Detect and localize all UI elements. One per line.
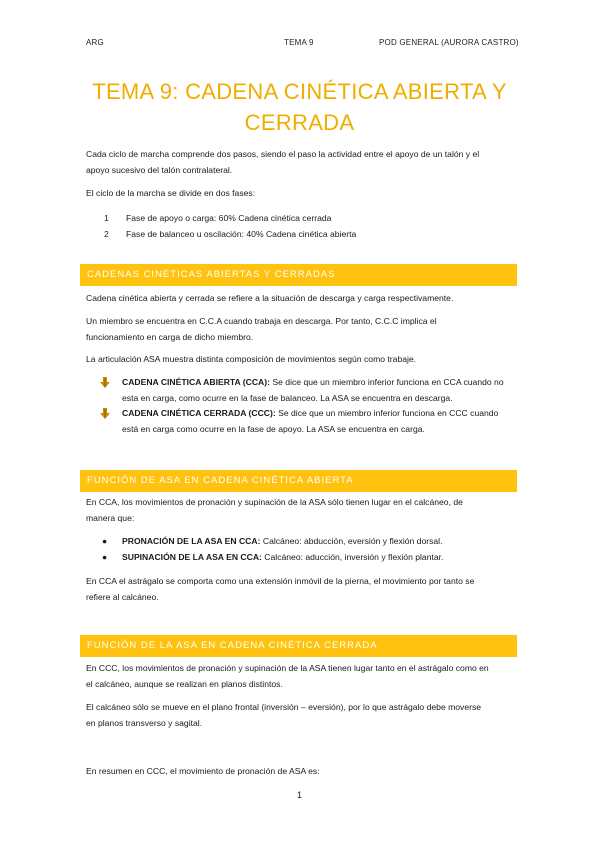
definition-term: SUPINACIÓN DE LA ASA EN CCA: bbox=[122, 552, 262, 562]
arrow-bullet-icon bbox=[100, 377, 110, 389]
paragraph-line: en planos transverso y sagital. bbox=[86, 717, 203, 728]
title-line-2: CERRADA bbox=[244, 110, 355, 135]
section-heading-bar bbox=[80, 470, 517, 492]
definition-text: Calcáneo: aducción, inversión y flexión plantar. bbox=[261, 552, 444, 562]
title-line-1: TEMA 9: CADENA CINÉTICA ABIERTA Y bbox=[92, 79, 507, 104]
section-paragraph bbox=[86, 574, 516, 605]
page-title bbox=[0, 76, 599, 138]
section-heading: FUNCIÓN DE LA ASA EN CADENA CINÉTICA CERRADA bbox=[87, 640, 378, 651]
header-center: TEMA 9 bbox=[284, 38, 314, 47]
bullet-dot-icon: ● bbox=[102, 552, 108, 562]
intro-line-1: Cada ciclo de marcha comprende dos pasos, siendo el paso la actividad entre el apoyo de un talón y el bbox=[86, 149, 480, 159]
paragraph-line: manera que: bbox=[86, 512, 135, 523]
list-text: Fase de apoyo o carga: 60% Cadena cinética cerrada bbox=[126, 213, 332, 223]
definition-item bbox=[122, 375, 517, 406]
header-right: POD GENERAL (AURORA CASTRO) bbox=[379, 38, 519, 47]
header-left: ARG bbox=[86, 38, 104, 47]
list-number: 2 bbox=[104, 229, 109, 239]
definition-text: Calcáneo: abducción, eversión y flexión dorsal. bbox=[260, 536, 443, 546]
paragraph-line: El calcáneo sólo se mueve en el plano frontal (inversión – eversión), por lo que astrágalo debe moverse bbox=[86, 702, 482, 712]
definition-text: Se dice que un miembro inferior funciona en CCA cuando no bbox=[270, 377, 504, 387]
definition-term: CADENA CINÉTICA CERRADA (CCC): bbox=[122, 408, 276, 418]
section-paragraph: La articulación ASA muestra distinta composición de movimientos según como trabaje. bbox=[86, 354, 417, 364]
list-item bbox=[122, 550, 517, 566]
definition-term: PRONACIÓN DE LA ASA EN CCA: bbox=[122, 536, 261, 546]
section-paragraph bbox=[86, 495, 516, 526]
section-heading: CADENAS CINÉTICAS ABIERTAS Y CERRADAS bbox=[87, 269, 336, 280]
section-paragraph bbox=[86, 661, 516, 692]
section-heading-bar bbox=[80, 264, 517, 286]
paragraph-line: el calcáneo, aunque se realizan en planos distintos. bbox=[86, 678, 283, 689]
paragraph-line: En CCC, los movimientos de pronación y supinación de la ASA tienen lugar tanto en el astrágalo como en bbox=[86, 663, 489, 673]
list-text: Fase de balanceo u oscilación: 40% Cadena cinética abierta bbox=[126, 229, 357, 239]
definition-item bbox=[122, 406, 517, 437]
section-paragraph bbox=[86, 314, 516, 345]
page-number: 1 bbox=[296, 790, 302, 800]
paragraph-line: Un miembro se encuentra en C.C.A cuando trabaja en descarga. Por tanto, C.C.C implica el bbox=[86, 316, 437, 326]
section-heading: FUNCIÓN DE ASA EN CADENA CINÉTICA ABIERTA bbox=[87, 475, 354, 486]
list-item bbox=[122, 534, 517, 550]
intro-paragraph bbox=[86, 147, 516, 178]
paragraph-line: En CCA, los movimientos de pronación y supinación de la ASA sólo tienen lugar en el calcáneo, de bbox=[86, 497, 463, 507]
intro-line-2: apoyo sucesivo del talón contralateral. bbox=[86, 164, 233, 175]
definition-text: Se dice que un miembro inferior funciona en CCC cuando bbox=[275, 408, 499, 418]
list-number: 1 bbox=[104, 213, 109, 223]
definition-text: esta en carga, como ocurre en la fase de balanceo. La ASA se encuentra en descarga. bbox=[122, 392, 453, 403]
section-paragraph: En resumen en CCC, el movimiento de pronación de ASA es: bbox=[86, 766, 320, 776]
paragraph-line: funcionamiento en carga de dicho miembro. bbox=[86, 331, 254, 342]
paragraph-line: En CCA el astrágalo se comporta como una extensión inmóvil de la pierna, el movimiento por tanto se bbox=[86, 576, 475, 586]
section-paragraph: Cadena cinética abierta y cerrada se refiere a la situación de descarga y carga respectivamente. bbox=[86, 293, 454, 303]
arrow-bullet-icon bbox=[100, 408, 110, 420]
intro-phases-text: El ciclo de la marcha se divide en dos fases: bbox=[86, 188, 256, 198]
section-heading-bar bbox=[80, 635, 517, 657]
paragraph-line: refiere al calcáneo. bbox=[86, 591, 159, 602]
definition-term: CADENA CINÉTICA ABIERTA (CCA): bbox=[122, 377, 270, 387]
definition-text: está en carga como ocurre en la fase de apoyo. La ASA se encuentra en carga. bbox=[122, 423, 425, 434]
bullet-dot-icon: ● bbox=[102, 536, 108, 546]
section-paragraph bbox=[86, 700, 516, 731]
